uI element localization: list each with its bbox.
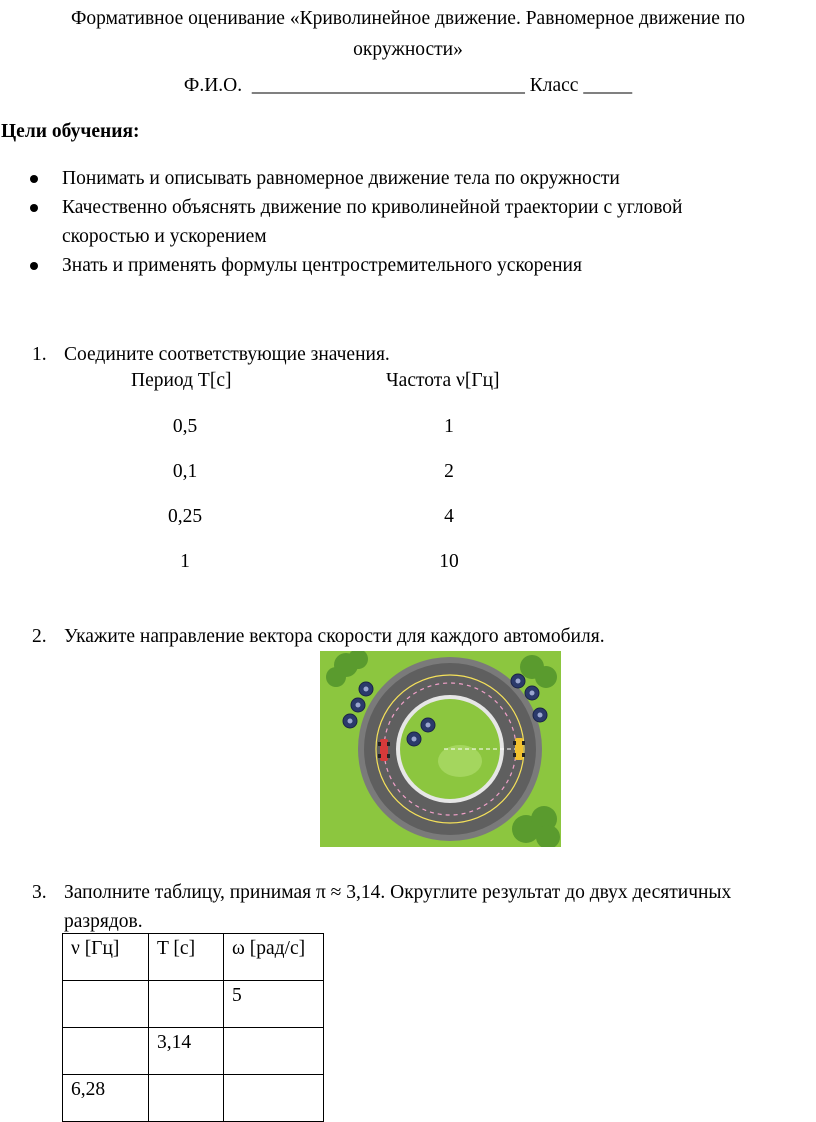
goal-item: Понимать и описывать равномерное движение тела по окружности [30,164,790,193]
frequency-value[interactable]: 1 [444,416,454,437]
title-line-2: окружности» [353,39,463,60]
answer-table [62,933,324,1122]
frequency-value[interactable]: 2 [444,461,454,482]
title-line-1: Формативное оценивание «Криволинейное движение. Равномерное движение по [71,8,745,29]
question-number: 1. [32,344,47,365]
column-header: ω [рад/c] [224,934,324,981]
table-cell[interactable]: 3,14 [149,1028,224,1075]
fio-blank[interactable]: ____________________________ [251,75,525,96]
table-header-row [63,934,324,981]
column-header: ν [Гц] [63,934,149,981]
bullet-icon [30,204,38,212]
fio-label: Ф.И.О. [183,75,243,96]
table-cell[interactable] [149,981,224,1028]
period-value[interactable]: 0,1 [172,461,198,482]
table-row [63,1028,324,1075]
table-cell[interactable]: 6,28 [63,1075,149,1122]
question-text: Укажите направление вектора скорости для каждого автомобиля. [64,626,605,647]
goals-heading: Цели обучения: [1,121,140,142]
table-row [63,981,324,1028]
table-cell[interactable] [224,1075,324,1122]
table-cell[interactable] [224,1028,324,1075]
document-title [0,3,816,65]
goal-item: Знать и применять формулы центростремительного ускорения [30,251,790,280]
race-track-image [320,651,561,847]
question-3 [32,878,792,938]
frequency-value[interactable]: 10 [439,551,459,572]
table-cell[interactable] [63,1028,149,1075]
period-value[interactable]: 1 [180,551,190,572]
class-blank[interactable]: _____ [583,75,633,96]
question-text: Соедините соответствующие значения. [64,344,390,365]
period-value[interactable]: 0,25 [167,506,203,527]
bullet-icon [30,262,38,270]
question-number: 3. [32,882,47,903]
class-label: Класс [529,75,579,96]
table-cell[interactable] [63,981,149,1028]
goal-item: Качественно объяснять движение по криволинейной траектории с угловой скоростью и ускорением [30,193,790,251]
question-text: Заполните таблицу, принимая π ≈ 3,14. Округлите результат до двух десятичных разрядов. [64,882,732,932]
frequency-value[interactable]: 4 [444,506,454,527]
table-cell[interactable] [149,1075,224,1122]
column-header: T [c] [149,934,224,981]
frequency-column-header: Частота ν[Гц] [386,370,500,391]
period-value[interactable]: 0,5 [172,416,198,437]
race-track-illustration [320,651,561,847]
bullet-icon [30,175,38,183]
table-row [63,1075,324,1122]
student-info-line [0,75,816,97]
question-1 [32,340,792,370]
table-cell[interactable]: 5 [224,981,324,1028]
question-2 [32,622,792,652]
question-number: 2. [32,626,47,647]
period-column-header: Период T[c] [131,370,232,391]
goals-list [30,164,790,280]
